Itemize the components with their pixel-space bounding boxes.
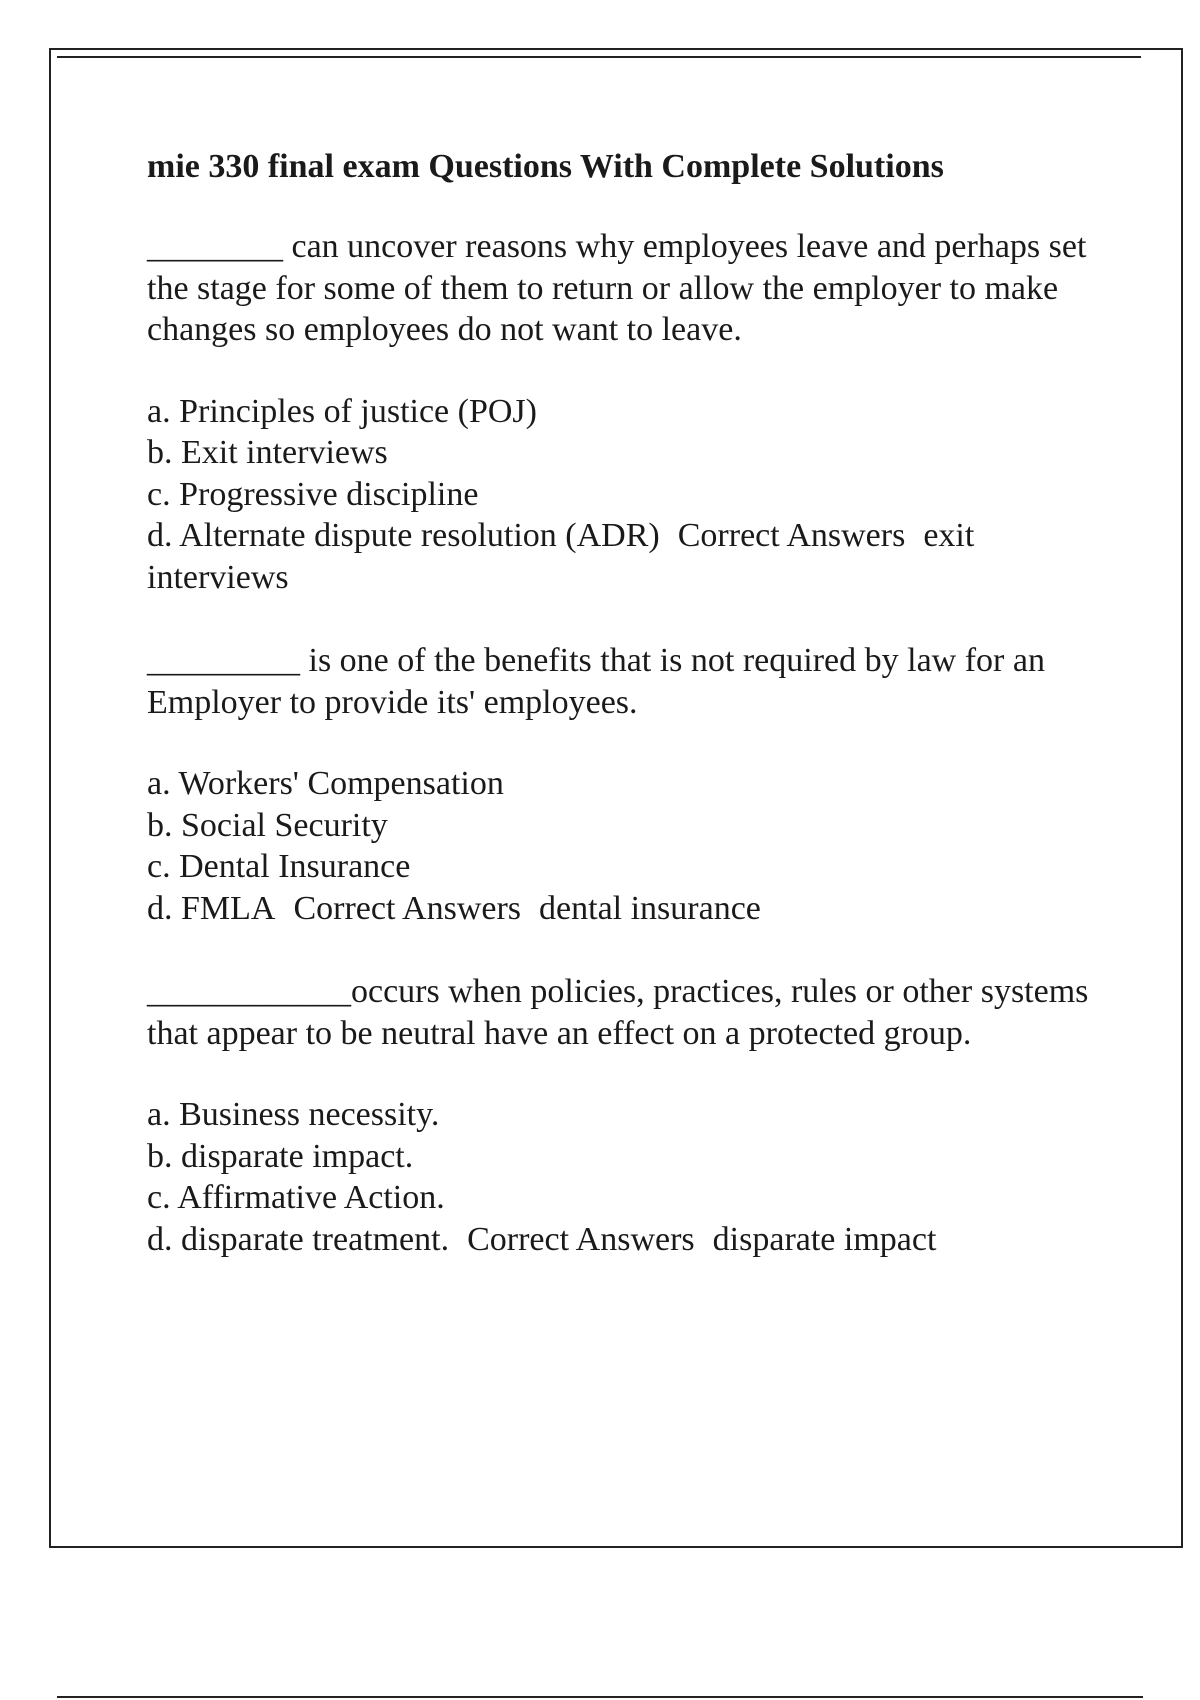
question-prompt: _________ is one of the benefits that is not required by law for an Employer to provide its' employees. [147, 642, 1045, 721]
answer-label: Correct Answers [677, 517, 906, 554]
answer-value: exit interviews [147, 517, 975, 596]
option-d-text: d. Alternate dispute resolution (ADR) [147, 517, 660, 554]
option-a: a. Workers' Compensation [147, 765, 504, 802]
option-d-text: d. disparate treatment. [147, 1220, 450, 1258]
option-c: c. Dental Insurance [147, 848, 411, 885]
document-title: mie 330 final exam Questions With Complete Solutions [147, 148, 944, 185]
question-prompt: ____________occurs when policies, practices, rules or other systems that appear to be neutral have an effect on a protected group. [147, 973, 1089, 1052]
option-d [147, 1219, 1107, 1261]
option-b: b. Exit interviews [147, 434, 388, 471]
option-d [147, 515, 1107, 598]
top-rule [57, 56, 1141, 58]
option-c: c. Affirmative Action. [147, 1179, 445, 1216]
option-b: b. Social Security [147, 806, 388, 844]
page-frame [49, 48, 1183, 1548]
question-prompt: ________ can uncover reasons why employees leave and perhaps set the stage for some of them to return or allow the employer to make changes so employees do not want to leave. [147, 228, 1087, 348]
question-2 [147, 640, 1107, 929]
question-3 [147, 971, 1107, 1260]
answer-value: disparate impact [712, 1220, 937, 1258]
answer-label: Correct Answers [467, 1220, 695, 1258]
option-list [147, 763, 1107, 929]
bottom-rule [57, 1696, 1143, 1698]
question-1 [147, 226, 1107, 598]
answer-value: dental insurance [539, 889, 761, 927]
document-body [147, 146, 1107, 1302]
option-c: c. Progressive discipline [147, 475, 479, 513]
option-a: a. Principles of justice (POJ) [147, 392, 537, 430]
option-d-text: d. FMLA [147, 889, 276, 927]
option-a: a. Business necessity. [147, 1096, 440, 1133]
option-list [147, 391, 1107, 599]
option-d [147, 888, 1107, 930]
option-b: b. disparate impact. [147, 1137, 414, 1175]
answer-label: Correct Answers [293, 889, 522, 927]
option-list [147, 1094, 1107, 1260]
